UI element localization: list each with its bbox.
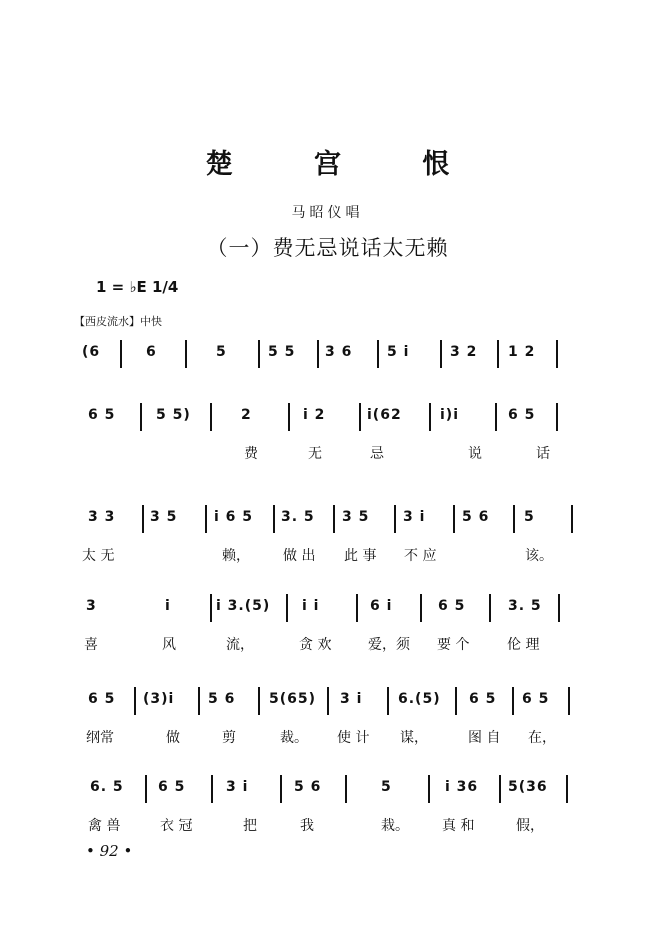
score-row-6 bbox=[0, 779, 655, 849]
lyric: 要 个 bbox=[437, 637, 470, 653]
lyric: 贪 欢 bbox=[299, 637, 332, 653]
lyric: 把 bbox=[243, 818, 257, 834]
bar-line bbox=[556, 403, 558, 431]
note-group: 3 i bbox=[403, 509, 426, 525]
note-group: i 6 5 bbox=[214, 509, 254, 525]
note-group: i 2 bbox=[303, 407, 326, 423]
note-group: 3 i bbox=[340, 691, 363, 707]
bar-line bbox=[429, 403, 431, 431]
bar-line bbox=[280, 775, 282, 803]
singer-credit: 马昭仪唱 bbox=[291, 205, 364, 221]
lyric: 忌 bbox=[370, 446, 384, 462]
note-group: 3. 5 bbox=[281, 509, 315, 525]
note-group: 3 2 bbox=[450, 344, 478, 360]
bar-line bbox=[145, 775, 147, 803]
lyric: 使 计 bbox=[337, 730, 370, 746]
note-group: (6 bbox=[82, 344, 101, 360]
lyric: 纲常 bbox=[86, 730, 114, 746]
bar-line bbox=[120, 340, 122, 368]
lyric: 栽。 bbox=[381, 818, 409, 834]
lyric: 赖， bbox=[222, 548, 250, 564]
note-group: 3 6 bbox=[325, 344, 353, 360]
lyric: 做 bbox=[166, 730, 180, 746]
lyric: 太 无 bbox=[82, 548, 115, 564]
lyric: 无 bbox=[308, 446, 322, 462]
bar-line bbox=[568, 687, 570, 715]
bar-line bbox=[428, 775, 430, 803]
note-group: 5(65) bbox=[269, 691, 317, 707]
note-group: 6.(5) bbox=[398, 691, 441, 707]
note-group: 3 3 bbox=[88, 509, 116, 525]
bar-line bbox=[142, 505, 144, 533]
note-group: 6 5 bbox=[88, 407, 116, 423]
bar-line bbox=[210, 594, 212, 622]
bar-line bbox=[512, 687, 514, 715]
note-group: 6 5 bbox=[158, 779, 186, 795]
bar-line bbox=[286, 594, 288, 622]
bar-line bbox=[359, 403, 361, 431]
note-group: 6 5 bbox=[469, 691, 497, 707]
note-group: 5 bbox=[216, 344, 227, 360]
note-group: 5(36 bbox=[508, 779, 548, 795]
note-group: i i bbox=[302, 598, 320, 614]
lyric: 爱，须 bbox=[368, 637, 410, 653]
note-group: i bbox=[165, 598, 171, 614]
note-group: 2 bbox=[241, 407, 252, 423]
bar-line bbox=[387, 687, 389, 715]
lyric: 话 bbox=[536, 446, 550, 462]
bar-line bbox=[198, 687, 200, 715]
bar-line bbox=[258, 340, 260, 368]
bar-line bbox=[495, 403, 497, 431]
bar-line bbox=[211, 775, 213, 803]
bar-line bbox=[455, 687, 457, 715]
bar-line bbox=[513, 505, 515, 533]
note-group: 6 5 bbox=[522, 691, 550, 707]
note-group: 6 5 bbox=[88, 691, 116, 707]
lyric: 不 应 bbox=[404, 548, 437, 564]
bar-line bbox=[566, 775, 568, 803]
lyric: 裁。 bbox=[280, 730, 308, 746]
bar-line bbox=[273, 505, 275, 533]
score-row-4 bbox=[0, 598, 655, 668]
bar-line bbox=[558, 594, 560, 622]
lyric: 在， bbox=[528, 730, 556, 746]
bar-line bbox=[327, 687, 329, 715]
bar-line bbox=[489, 594, 491, 622]
note-group: 6 5 bbox=[508, 407, 536, 423]
note-group: 5 5 bbox=[268, 344, 296, 360]
bar-line bbox=[453, 505, 455, 533]
tempo-marking: 【西皮流水】中快 bbox=[74, 315, 162, 328]
score-row-3 bbox=[0, 509, 655, 579]
note-group: 6 bbox=[146, 344, 157, 360]
lyric: 衣 冠 bbox=[160, 818, 193, 834]
lyric: 此 事 bbox=[344, 548, 377, 564]
note-group: 5 6 bbox=[294, 779, 322, 795]
note-group: 5 6 bbox=[208, 691, 236, 707]
lyric: 剪 bbox=[222, 730, 236, 746]
bar-line bbox=[210, 403, 212, 431]
bar-line bbox=[499, 775, 501, 803]
lyric: 该。 bbox=[525, 548, 553, 564]
note-group: 3 bbox=[86, 598, 97, 614]
bar-line bbox=[134, 687, 136, 715]
lyric: 流， bbox=[226, 637, 254, 653]
bar-line bbox=[345, 775, 347, 803]
note-group: (3)i bbox=[143, 691, 175, 707]
lyric: 费 bbox=[244, 446, 258, 462]
bar-line bbox=[288, 403, 290, 431]
bar-line bbox=[556, 340, 558, 368]
section-subtitle: （一）费无忌说话太无赖 bbox=[206, 236, 449, 260]
bar-line bbox=[258, 687, 260, 715]
bar-line bbox=[205, 505, 207, 533]
note-group: 3 5 bbox=[342, 509, 370, 525]
note-group: 3. 5 bbox=[508, 598, 542, 614]
note-group: 6. 5 bbox=[90, 779, 124, 795]
bar-line bbox=[420, 594, 422, 622]
note-group: 5 6 bbox=[462, 509, 490, 525]
bar-line bbox=[185, 340, 187, 368]
bar-line bbox=[377, 340, 379, 368]
note-group: 5 bbox=[524, 509, 535, 525]
bar-line bbox=[571, 505, 573, 533]
score-row-2 bbox=[0, 407, 655, 477]
note-group: i 3.(5) bbox=[216, 598, 271, 614]
lyric: 真 和 bbox=[442, 818, 475, 834]
lyric: 禽 兽 bbox=[88, 818, 121, 834]
key-signature: 1 = ♭E 1/4 bbox=[96, 278, 179, 296]
bar-line bbox=[394, 505, 396, 533]
note-group: 6 i bbox=[370, 598, 393, 614]
bar-line bbox=[356, 594, 358, 622]
bar-line bbox=[497, 340, 499, 368]
note-group: i 36 bbox=[445, 779, 479, 795]
note-group: 3 5 bbox=[150, 509, 178, 525]
lyric: 做 出 bbox=[283, 548, 316, 564]
note-group: i)i bbox=[440, 407, 459, 423]
note-group: 1 2 bbox=[508, 344, 536, 360]
note-group: 6 5 bbox=[438, 598, 466, 614]
score-row-5 bbox=[0, 691, 655, 761]
bar-line bbox=[440, 340, 442, 368]
lyric: 假， bbox=[516, 818, 544, 834]
lyric: 喜 bbox=[84, 637, 98, 653]
bar-line bbox=[333, 505, 335, 533]
lyric: 图 自 bbox=[468, 730, 501, 746]
note-group: 3 i bbox=[226, 779, 249, 795]
page-title: 楚 宫 恨 bbox=[205, 149, 486, 180]
lyric: 我 bbox=[300, 818, 314, 834]
note-group: 5 bbox=[381, 779, 392, 795]
note-group: 5 i bbox=[387, 344, 410, 360]
page-number: • 92 • bbox=[86, 842, 133, 860]
lyric: 伦 理 bbox=[507, 637, 540, 653]
bar-line bbox=[317, 340, 319, 368]
lyric: 谋， bbox=[400, 730, 428, 746]
note-group: i(62 bbox=[367, 407, 402, 423]
note-group: 5 5) bbox=[156, 407, 191, 423]
bar-line bbox=[140, 403, 142, 431]
lyric: 说 bbox=[468, 446, 482, 462]
lyric: 风 bbox=[162, 637, 176, 653]
